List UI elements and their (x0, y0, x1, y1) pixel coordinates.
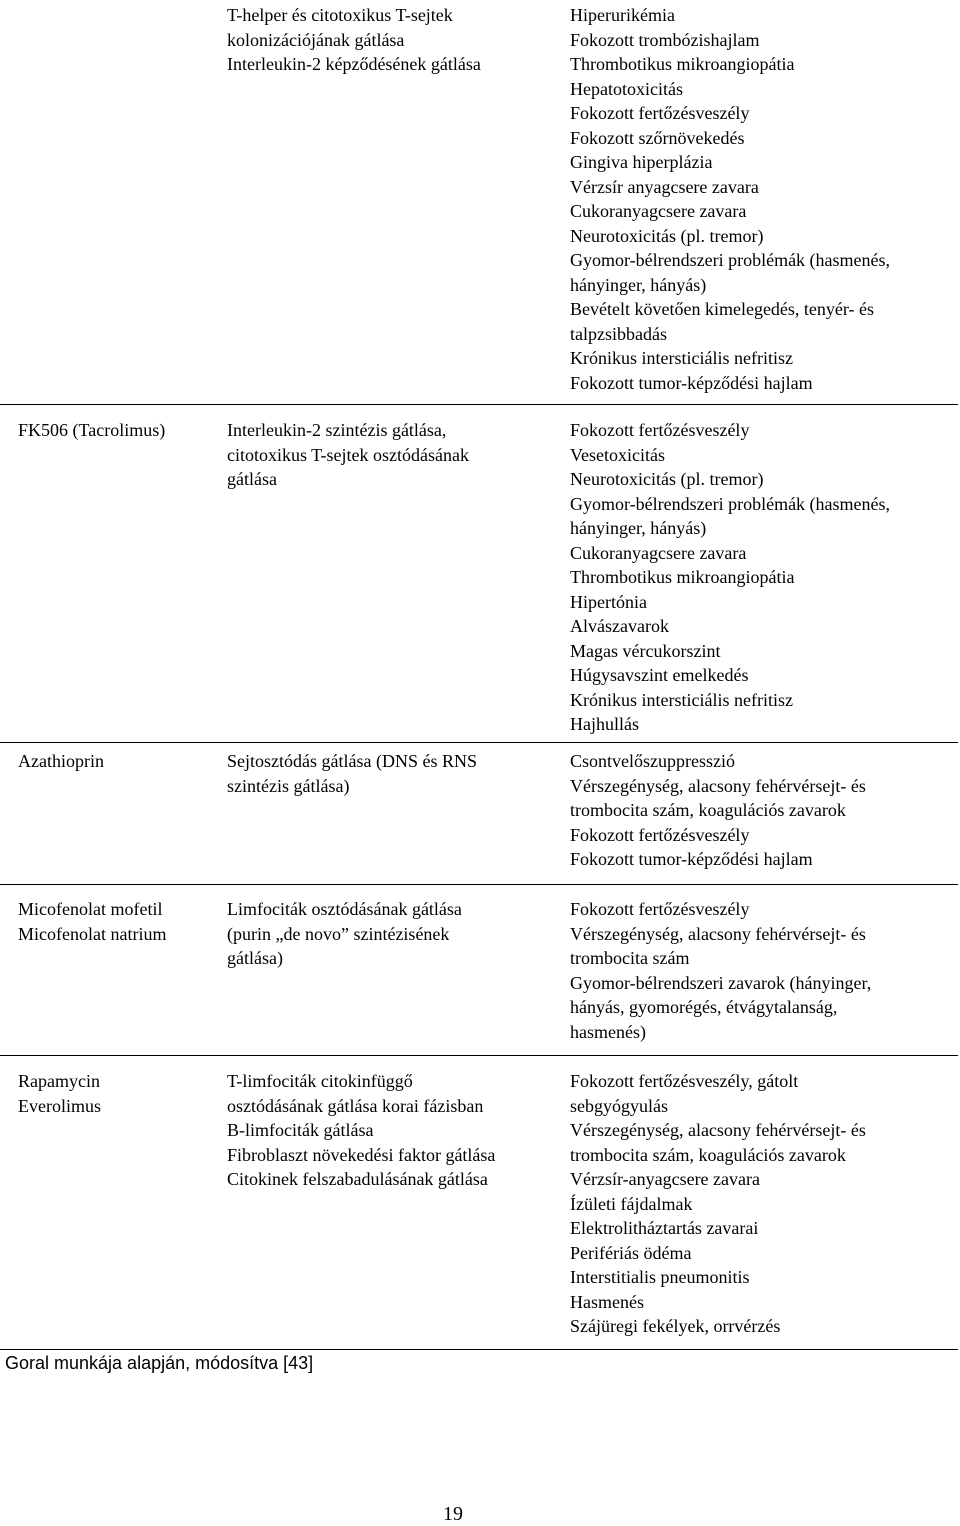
mechanism-line: Interleukin-2 képződésének gátlása (227, 54, 481, 74)
side-effect-line: Fokozott tumor-képződési hajlam (570, 372, 813, 393)
side-effects-cell (570, 1069, 955, 1339)
side-effect-line: Ízületi fájdalmak (570, 1193, 693, 1214)
source-note: Goral munkája alapján, módosítva [43] (5, 1353, 314, 1373)
side-effect-line: Alvászavarok (570, 616, 669, 636)
side-effect-line: Elektrolitháztartás zavarai (570, 1218, 759, 1238)
side-effect-line: Bevételt követően kimelegedés, tenyér- és (570, 299, 875, 319)
mechanism-cell (227, 749, 562, 798)
side-effect-line: Fokozott fertőzésveszély (570, 103, 750, 123)
side-effect-line: Fokozott fertőzésveszély (570, 824, 750, 845)
side-effect-line: Hipertónia (570, 591, 647, 612)
row-divider (0, 1055, 958, 1056)
side-effect-line: hányinger, hányás) (570, 518, 707, 538)
mechanism-cell (227, 418, 562, 492)
side-effect-line: Vérszegénység, alacsony fehérvérsejt- és (570, 775, 866, 796)
side-effects-cell (570, 749, 955, 872)
mechanism-line: Sejtosztódás gátlása (DNS és RNS (227, 751, 477, 771)
side-effect-line: Gyomor-bélrendszeri zavarok (hányinger, (570, 972, 872, 993)
side-effect-line: Fokozott fertőzésveszély (570, 420, 750, 440)
table-bottom-border (0, 1349, 958, 1350)
side-effect-line: Neurotoxicitás (pl. tremor) (570, 469, 764, 489)
side-effect-line: Neurotoxicitás (pl. tremor) (570, 225, 764, 246)
side-effect-line: Cukoranyagcsere zavara (570, 201, 747, 221)
side-effect-line: Hasmenés (570, 1291, 644, 1312)
side-effect-line: Gingiva hiperplázia (570, 152, 713, 172)
side-effect-line: Hajhullás (570, 714, 639, 734)
side-effect-line: Vérszegénység, alacsony fehérvérsejt- és (570, 1120, 866, 1140)
mechanism-line: osztódásának gátlása korai fázisban (227, 1095, 484, 1116)
side-effect-line: Gyomor-bélrendszeri problémák (hasmenés, (570, 493, 891, 514)
drug-name: Micofenolat natrium (18, 923, 167, 944)
page-number: 19 (443, 1503, 463, 1525)
side-effect-line: hasmenés) (570, 1021, 646, 1042)
side-effect-line: Fokozott szőrnövekedés (570, 127, 745, 148)
side-effect-line: Hepatotoxicitás (570, 78, 683, 99)
side-effect-line: hányinger, hányás) (570, 274, 707, 295)
mechanism-line: Citokinek felszabadulásának gátlása (227, 1169, 488, 1189)
drug-name: Micofenolat mofetil (18, 899, 163, 919)
mechanism-line: (purin „de novo” szintézisének (227, 923, 450, 944)
drug-name: Rapamycin (18, 1071, 100, 1091)
side-effect-line: Krónikus intersticiális nefritisz (570, 348, 793, 368)
side-effect-line: Csontvelőszuppresszió (570, 751, 735, 771)
side-effect-line: Fokozott tumor-képződési hajlam (570, 849, 813, 869)
side-effect-line: talpzsibbadás (570, 323, 667, 344)
side-effect-line: Krónikus intersticiális nefritisz (570, 689, 793, 710)
side-effects-cell (570, 418, 955, 737)
drug-cell (18, 897, 223, 946)
mechanism-cell (227, 897, 562, 971)
mechanism-line: citotoxikus T-sejtek osztódásának (227, 444, 469, 465)
mechanism-line: T-limfociták citokinfüggő (227, 1071, 413, 1091)
mechanism-line: B-limfociták gátlása (227, 1120, 374, 1140)
mechanism-line: gátlása (227, 469, 277, 489)
drug-name: Everolimus (18, 1095, 101, 1116)
side-effect-line: Vérzsír anyagcsere zavara (570, 176, 759, 197)
drug-name: Azathioprin (18, 751, 104, 771)
side-effect-line: hányás, gyomorégés, étvágytalanság, (570, 997, 838, 1017)
mechanism-line: Fibroblaszt növekedési faktor gátlása (227, 1144, 496, 1165)
row-divider (0, 742, 958, 743)
side-effect-line: Vérzsír-anyagcsere zavara (570, 1169, 761, 1189)
mechanism-line: Limfociták osztódásának gátlása (227, 899, 462, 919)
side-effect-line: Gyomor-bélrendszeri problémák (hasmenés, (570, 250, 891, 270)
side-effect-line: Interstitialis pneumonitis (570, 1267, 750, 1287)
side-effects-cell (570, 3, 955, 395)
side-effect-line: Fokozott fertőzésveszély (570, 899, 750, 919)
drug-cell (18, 1069, 223, 1118)
side-effect-line: Vérszegénység, alacsony fehérvérsejt- és (570, 923, 866, 944)
side-effect-line: sebgyógyulás (570, 1095, 668, 1116)
side-effect-line: Szájüregi fekélyek, orrvérzés (570, 1316, 781, 1336)
side-effect-line: Cukoranyagcsere zavara (570, 542, 747, 563)
side-effect-line: Perifériás ödéma (570, 1242, 692, 1263)
side-effect-line: Vesetoxicitás (570, 444, 665, 465)
drug-cell (18, 418, 223, 443)
mechanism-line: szintézis gátlása) (227, 775, 350, 796)
row-divider (0, 884, 958, 885)
side-effect-line: trombocita szám, koagulációs zavarok (570, 800, 846, 820)
mechanism-line: gátlása) (227, 948, 283, 968)
side-effect-line: trombocita szám (570, 948, 690, 968)
side-effect-line: Húgysavszint emelkedés (570, 665, 749, 685)
drug-cell (18, 749, 223, 774)
side-effect-line: Fokozott fertőzésveszély, gátolt (570, 1071, 799, 1091)
mechanism-line: Interleukin-2 szintézis gátlása, (227, 420, 447, 440)
mechanism-line: kolonizációjának gátlása (227, 29, 405, 50)
side-effect-line: trombocita szám, koagulációs zavarok (570, 1144, 846, 1165)
mechanism-cell (227, 1069, 562, 1192)
side-effect-line: Thrombotikus mikroangiopátia (570, 54, 795, 74)
side-effect-line: Thrombotikus mikroangiopátia (570, 567, 795, 587)
mechanism-line: T-helper és citotoxikus T-sejtek (227, 5, 453, 25)
drug-name: FK506 (Tacrolimus) (18, 420, 166, 440)
side-effects-cell (570, 897, 955, 1044)
side-effect-line: Magas vércukorszint (570, 640, 721, 661)
side-effect-line: Fokozott trombózishajlam (570, 29, 760, 50)
row-divider (0, 404, 958, 405)
side-effect-line: Hiperurikémia (570, 5, 675, 25)
mechanism-cell (227, 3, 562, 77)
